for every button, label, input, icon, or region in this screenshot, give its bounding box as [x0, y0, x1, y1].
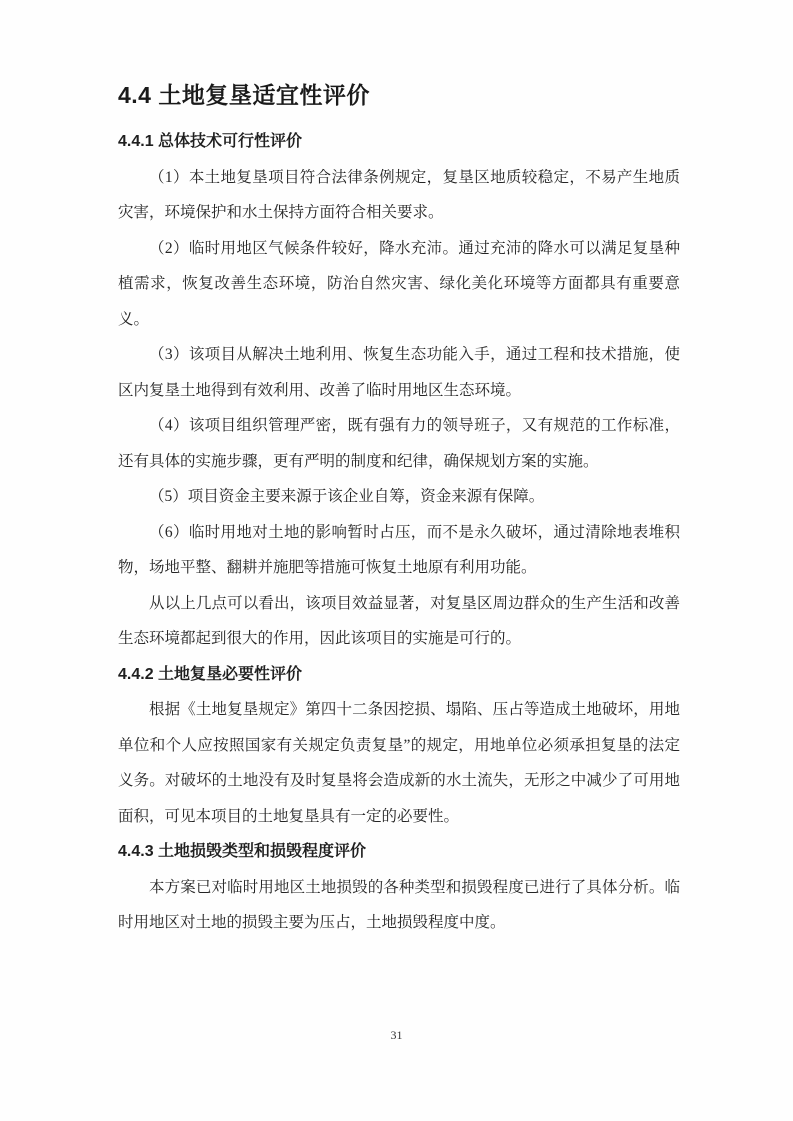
heading-4-4-3: 4.4.3 土地损毁类型和损毁程度评价	[118, 843, 367, 860]
section-4-4-1	[118, 124, 680, 657]
heading-4-4-1: 4.4.1 总体技术可行性评价	[118, 133, 303, 150]
paragraph-item-4: （4）该项目组织管理严密，既有强有力的领导班子，又有规范的工作标准，还有具体的实施步骤，更有严明的制度和纪律，确保规划方案的实施。	[118, 417, 680, 470]
paragraph-item-1: （1）本土地复垦项目符合法律条例规定，复垦区地质较稳定，不易产生地质灾害，环境保护和水土保持方面符合相关要求。	[118, 168, 680, 221]
paragraph-item-2: （2）临时用地区气候条件较好，降水充沛。通过充沛的降水可以满足复垦种植需求，恢复改善生态环境，防治自然灾害、绿化美化环境等方面都具有重要意义。	[118, 239, 680, 328]
section-title: 4.4 土地复垦适宜性评价	[118, 82, 370, 108]
paragraph-item-3: （3）该项目从解决土地利用、恢复生态功能入手，通过工程和技术措施，使区内复垦土地得到有效利用、改善了临时用地区生态环境。	[118, 346, 680, 399]
section-4-4-3	[118, 834, 680, 941]
paragraph-item-6: （6）临时用地对土地的影响暂时占压，而不是永久破坏，通过清除地表堆积物，场地平整、翻耕并施肥等措施可恢复土地原有利用功能。	[118, 523, 680, 576]
paragraph-necessity: 根据《土地复垦规定》第四十二条因挖损、塌陷、压占等造成土地破坏，用地单位和个人应按照国家有关规定负责复垦”的规定，用地单位必须承担复垦的法定义务。对破坏的土地没有及时复垦将会造成新的水土流失，无形之中减少了可用地面积，可见本项目的土地复垦具有一定的必要性。	[118, 701, 680, 825]
paragraph-conclusion: 从以上几点可以看出，该项目效益显著，对复垦区周边群众的生产生活和改善生态环境都起到很大的作用，因此该项目的实施是可行的。	[118, 594, 680, 647]
paragraph-item-5: （5）项目资金主要来源于该企业自筹，资金来源有保障。	[149, 488, 545, 505]
section-4-4-2	[118, 657, 680, 835]
heading-4-4-2: 4.4.2 土地复垦必要性评价	[118, 665, 303, 683]
paragraph-damage-type: 本方案已对临时用地区土地损毁的各种类型和损毁程度已进行了具体分析。临时用地区对土地的损毁主要为压占，土地损毁程度中度。	[118, 878, 680, 931]
document-content	[118, 78, 680, 941]
page-number: 31	[390, 1028, 403, 1042]
